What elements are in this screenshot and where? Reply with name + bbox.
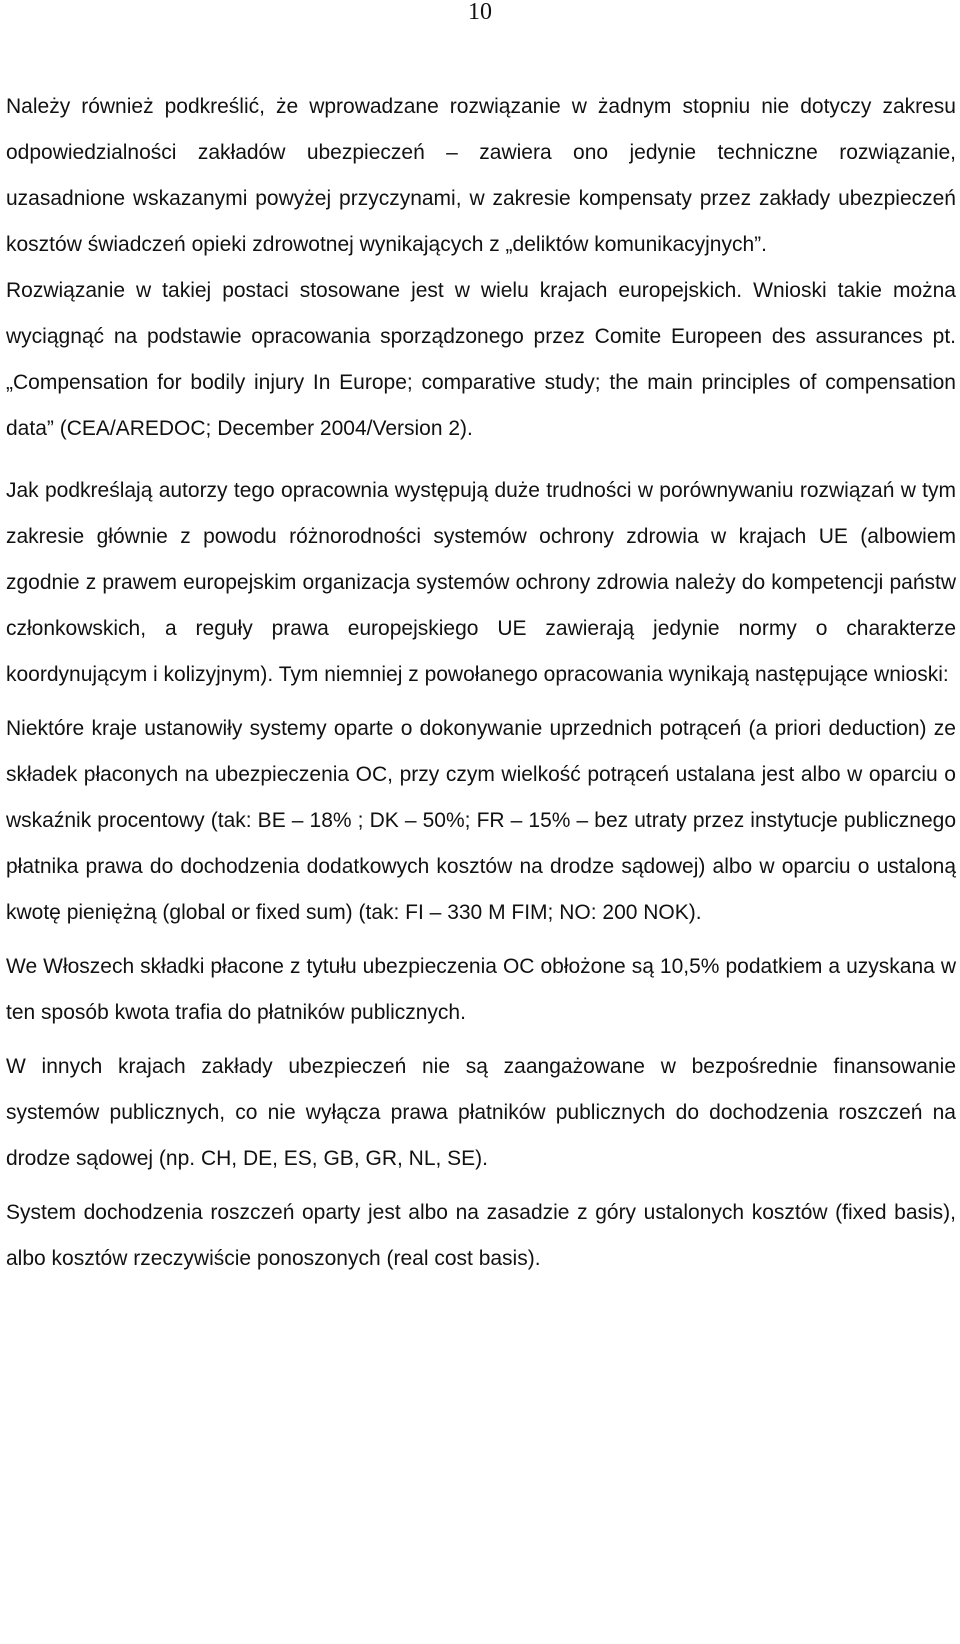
paragraph-other-countries: W innych krajach zakłady ubezpieczeń nie są zaangażowane w bezpośrednie finansowanie systemów publicznych, co nie wyłącza prawa płatników publicznych do dochodzenia roszczeń na drodze sądowej (np. CH, DE, ES, GB, GR, NL, SE). [6, 1055, 956, 1170]
paragraph-a-priori-deduction: Niektóre kraje ustanowiły systemy oparte o dokonywanie uprzednich potrąceń (a priori deduction) ze składek płaconych na ubezpieczenia OC, przy czym wielkość potrąceń ustalana jest albo w oparciu o wskaźnik procentowy (tak: BE – 18% ; DK – 50%; FR – 15% – bez utraty przez instytucje publicznego płatnika prawa do dochodzenia dodatkowych kosztów na drodze sądowej) albo w oparciu o ustaloną kwotę pieniężną (global or fixed sum) (tak: FI – 330 M FIM; NO: 200 NOK). [6, 717, 956, 924]
paragraph-insurance-compensation: Należy również podkreślić, że wprowadzane rozwiązanie w żadnym stopniu nie dotyczy zakresu odpowiedzialności zakładów ubezpieczeń – zawiera ono jedynie techniczne rozwiązanie, uzasadnione wskazanymi powyżej przyczynami, w zakresie kompensaty przez zakłady ubezpieczeń kosztów świadczeń opieki zdrowotnej wynikających z „deliktów komunikacyjnych”. [6, 95, 956, 256]
paragraph-study-difficulties: Jak podkreślają autorzy tego opracownia występują duże trudności w porównywaniu rozwiązań w tym zakresie głównie z powodu różnorodności systemów ochrony zdrowia w krajach UE (albowiem zgodnie z prawem europejskim organizacja systemów ochrony zdrowia należy do kompetencji państw członkowskich, a reguły prawa europejskiego UE zawierają jedynie normy o charakterze koordynującym i kolizyjnym). Tym niemniej z powołanego opracowania wynikają następujące wnioski: [6, 479, 956, 686]
page-number: 10 [468, 0, 492, 25]
document-body [6, 84, 956, 1282]
paragraph-italy: We Włoszech składki płacone z tytułu ubezpieczenia OC obłożone są 10,5% podatkiem a uzyskana w ten sposób kwota trafia do płatników publicznych. [6, 955, 956, 1024]
paragraph-claims-system: System dochodzenia roszczeń oparty jest albo na zasadzie z góry ustalonych kosztów (fixed basis), albo kosztów rzeczywiście ponoszonych (real cost basis). [6, 1201, 956, 1270]
paragraph-european-solutions: Rozwiązanie w takiej postaci stosowane jest w wielu krajach europejskich. Wnioski takie można wyciągnąć na podstawie opracowania sporządzonego przez Comite Europeen des assurances pt. „Compensation for bodily injury In Europe; comparative study; the main principles of compensation data” (CEA/AREDOC; December 2004/Version 2). [6, 279, 956, 440]
